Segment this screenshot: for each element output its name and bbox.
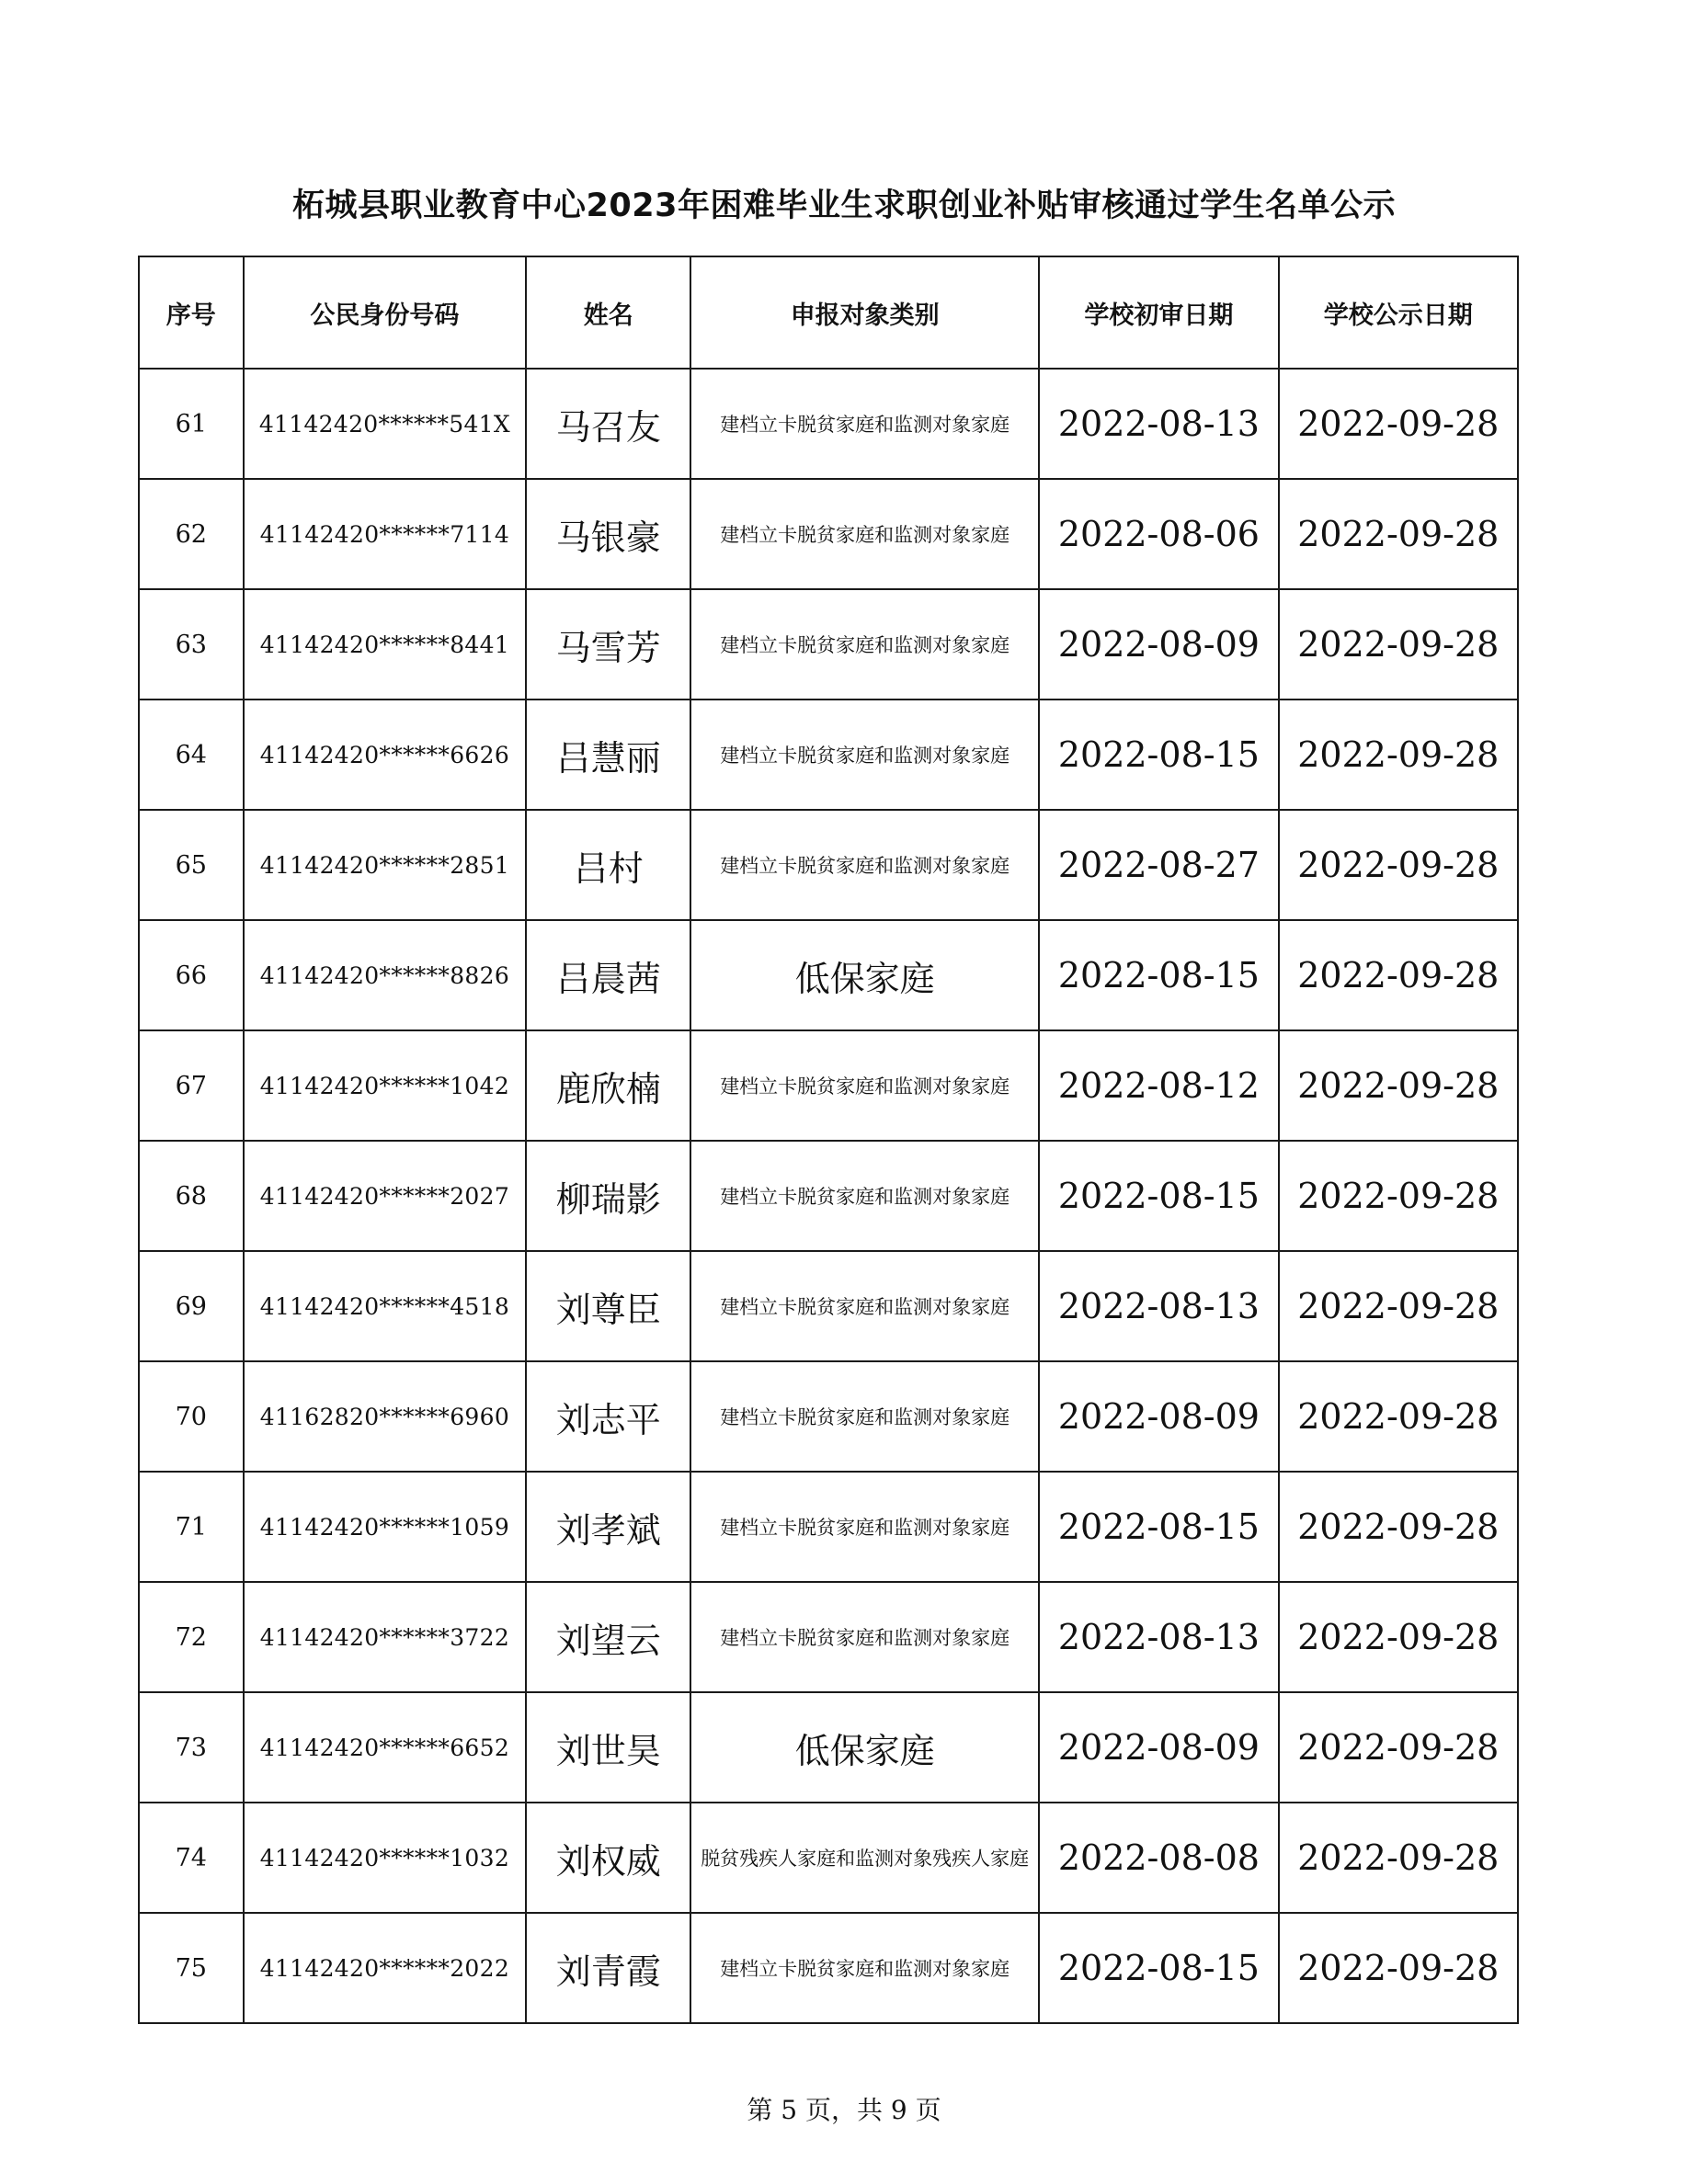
- cell-category: 建档立卡脱贫家庭和监测对象家庭: [690, 1582, 1039, 1692]
- cell-review-date: 2022-08-09: [1039, 589, 1278, 700]
- cell-seq: 70: [139, 1361, 244, 1472]
- cell-name: 吕晨茜: [526, 920, 690, 1030]
- table-row: [139, 920, 1518, 1030]
- cell-publish-date: 2022-09-28: [1279, 1913, 1518, 2023]
- page-number: 第 5 页，共 9 页: [747, 2095, 941, 2125]
- cell-review-date: 2022-08-15: [1039, 1913, 1278, 2023]
- header-seq: 序号: [139, 256, 244, 369]
- cell-publish-date: 2022-09-28: [1279, 589, 1518, 700]
- cell-publish-date: 2022-09-28: [1279, 1251, 1518, 1361]
- cell-id-number: 41142420******8441: [244, 589, 527, 700]
- cell-category: 建档立卡脱贫家庭和监测对象家庭: [690, 589, 1039, 700]
- cell-id-number: 41162820******6960: [244, 1361, 527, 1472]
- cell-name: 刘志平: [526, 1361, 690, 1472]
- cell-name: 鹿欣楠: [526, 1030, 690, 1141]
- cell-id-number: 41142420******1059: [244, 1472, 527, 1582]
- cell-review-date: 2022-08-13: [1039, 1251, 1278, 1361]
- cell-id-number: 41142420******6652: [244, 1692, 527, 1803]
- cell-publish-date: 2022-09-28: [1279, 1361, 1518, 1472]
- cell-category: 低保家庭: [690, 1692, 1039, 1803]
- table-row: [139, 1803, 1518, 1913]
- cell-name: 刘青霞: [526, 1913, 690, 2023]
- table-row: [139, 1472, 1518, 1582]
- cell-id-number: 41142420******2851: [244, 810, 527, 920]
- cell-review-date: 2022-08-15: [1039, 1472, 1278, 1582]
- cell-category: 低保家庭: [690, 920, 1039, 1030]
- cell-category: 脱贫残疾人家庭和监测对象残疾人家庭: [690, 1803, 1039, 1913]
- cell-seq: 72: [139, 1582, 244, 1692]
- table-row: [139, 1582, 1518, 1692]
- header-review-date: 学校初审日期: [1039, 256, 1278, 369]
- cell-id-number: 41142420******1032: [244, 1803, 527, 1913]
- cell-category: 建档立卡脱贫家庭和监测对象家庭: [690, 1361, 1039, 1472]
- header-publish-date: 学校公示日期: [1279, 256, 1518, 369]
- cell-seq: 64: [139, 700, 244, 810]
- table-body: [139, 369, 1518, 2023]
- cell-name: 马召友: [526, 369, 690, 479]
- cell-name: 马银豪: [526, 479, 690, 589]
- cell-review-date: 2022-08-15: [1039, 700, 1278, 810]
- cell-publish-date: 2022-09-28: [1279, 1141, 1518, 1251]
- cell-category: 建档立卡脱贫家庭和监测对象家庭: [690, 479, 1039, 589]
- header-name: 姓名: [526, 256, 690, 369]
- table-row: [139, 1251, 1518, 1361]
- cell-seq: 63: [139, 589, 244, 700]
- table-row: [139, 1141, 1518, 1251]
- cell-name: 刘孝斌: [526, 1472, 690, 1582]
- cell-review-date: 2022-08-06: [1039, 479, 1278, 589]
- cell-category: 建档立卡脱贫家庭和监测对象家庭: [690, 700, 1039, 810]
- cell-publish-date: 2022-09-28: [1279, 700, 1518, 810]
- cell-publish-date: 2022-09-28: [1279, 1582, 1518, 1692]
- cell-id-number: 41142420******8826: [244, 920, 527, 1030]
- table-header-row: [139, 256, 1518, 369]
- cell-publish-date: 2022-09-28: [1279, 920, 1518, 1030]
- table-row: [139, 1692, 1518, 1803]
- cell-publish-date: 2022-09-28: [1279, 479, 1518, 589]
- cell-id-number: 41142420******6626: [244, 700, 527, 810]
- table-row: [139, 1030, 1518, 1141]
- cell-id-number: 41142420******541X: [244, 369, 527, 479]
- cell-name: 刘世昊: [526, 1692, 690, 1803]
- cell-category: 建档立卡脱贫家庭和监测对象家庭: [690, 1913, 1039, 2023]
- cell-publish-date: 2022-09-28: [1279, 369, 1518, 479]
- cell-publish-date: 2022-09-28: [1279, 1472, 1518, 1582]
- cell-id-number: 41142420******7114: [244, 479, 527, 589]
- cell-id-number: 41142420******1042: [244, 1030, 527, 1141]
- cell-id-number: 41142420******4518: [244, 1251, 527, 1361]
- table-row: [139, 369, 1518, 479]
- table-row: [139, 1361, 1518, 1472]
- cell-id-number: 41142420******2022: [244, 1913, 527, 2023]
- cell-name: 刘权威: [526, 1803, 690, 1913]
- table-row: [139, 589, 1518, 700]
- cell-category: 建档立卡脱贫家庭和监测对象家庭: [690, 1251, 1039, 1361]
- cell-id-number: 41142420******2027: [244, 1141, 527, 1251]
- cell-seq: 69: [139, 1251, 244, 1361]
- table-row: [139, 1913, 1518, 2023]
- cell-publish-date: 2022-09-28: [1279, 810, 1518, 920]
- cell-review-date: 2022-08-27: [1039, 810, 1278, 920]
- cell-review-date: 2022-08-15: [1039, 1141, 1278, 1251]
- cell-seq: 74: [139, 1803, 244, 1913]
- header-id-number: 公民身份号码: [244, 256, 527, 369]
- cell-seq: 61: [139, 369, 244, 479]
- cell-review-date: 2022-08-13: [1039, 369, 1278, 479]
- cell-seq: 73: [139, 1692, 244, 1803]
- cell-seq: 71: [139, 1472, 244, 1582]
- cell-name: 吕慧丽: [526, 700, 690, 810]
- cell-category: 建档立卡脱贫家庭和监测对象家庭: [690, 1472, 1039, 1582]
- cell-seq: 67: [139, 1030, 244, 1141]
- cell-name: 柳瑞影: [526, 1141, 690, 1251]
- cell-id-number: 41142420******3722: [244, 1582, 527, 1692]
- cell-name: 马雪芳: [526, 589, 690, 700]
- cell-review-date: 2022-08-15: [1039, 920, 1278, 1030]
- cell-category: 建档立卡脱贫家庭和监测对象家庭: [690, 1030, 1039, 1141]
- page-title: 柘城县职业教育中心2023年困难毕业生求职创业补贴审核通过学生名单公示: [292, 188, 1396, 224]
- cell-review-date: 2022-08-13: [1039, 1582, 1278, 1692]
- cell-review-date: 2022-08-09: [1039, 1692, 1278, 1803]
- cell-seq: 65: [139, 810, 244, 920]
- cell-publish-date: 2022-09-28: [1279, 1692, 1518, 1803]
- cell-seq: 62: [139, 479, 244, 589]
- cell-seq: 68: [139, 1141, 244, 1251]
- cell-review-date: 2022-08-08: [1039, 1803, 1278, 1913]
- cell-name: 刘尊臣: [526, 1251, 690, 1361]
- cell-publish-date: 2022-09-28: [1279, 1030, 1518, 1141]
- roster-table: [138, 256, 1519, 2024]
- cell-seq: 66: [139, 920, 244, 1030]
- cell-seq: 75: [139, 1913, 244, 2023]
- cell-review-date: 2022-08-09: [1039, 1361, 1278, 1472]
- cell-name: 吕村: [526, 810, 690, 920]
- header-category: 申报对象类别: [690, 256, 1039, 369]
- cell-category: 建档立卡脱贫家庭和监测对象家庭: [690, 1141, 1039, 1251]
- cell-category: 建档立卡脱贫家庭和监测对象家庭: [690, 810, 1039, 920]
- cell-name: 刘望云: [526, 1582, 690, 1692]
- cell-publish-date: 2022-09-28: [1279, 1803, 1518, 1913]
- cell-review-date: 2022-08-12: [1039, 1030, 1278, 1141]
- table-row: [139, 810, 1518, 920]
- table-row: [139, 700, 1518, 810]
- cell-category: 建档立卡脱贫家庭和监测对象家庭: [690, 369, 1039, 479]
- table-row: [139, 479, 1518, 589]
